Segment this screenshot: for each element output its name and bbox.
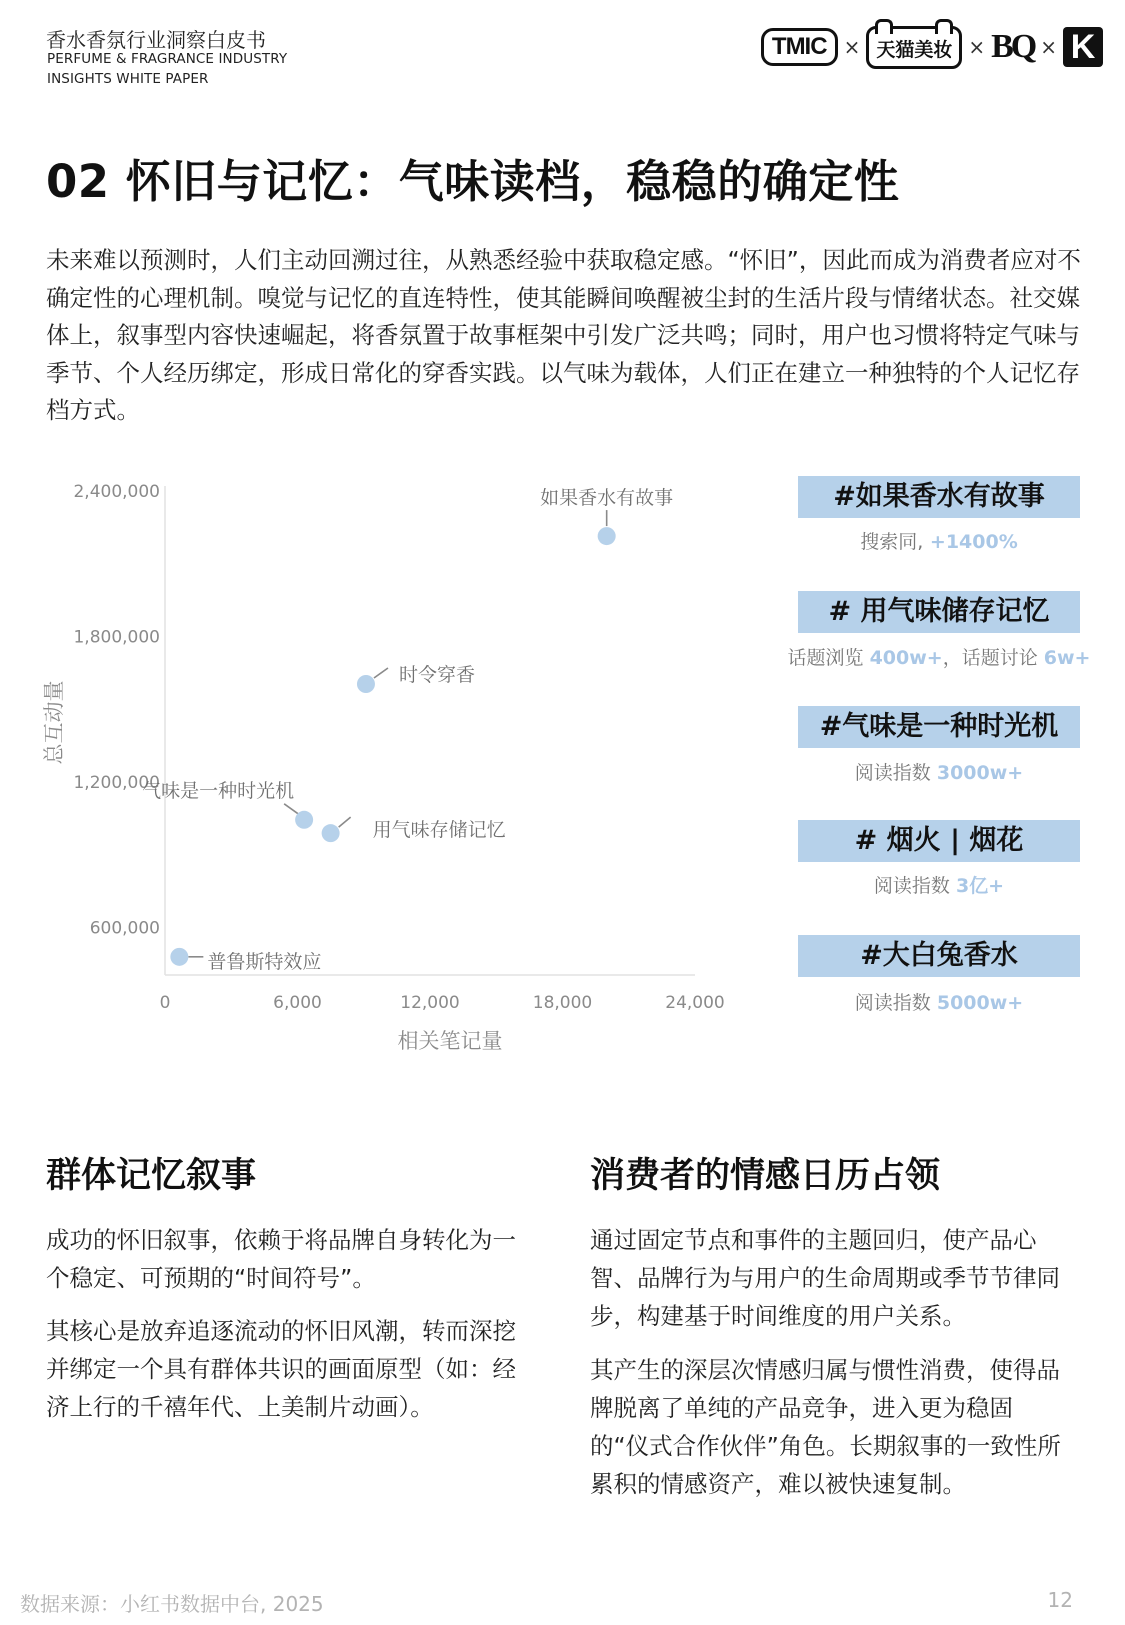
x-tick-label: 0 [159, 993, 171, 1013]
logo-separator: × [843, 35, 861, 59]
partner-logos [761, 22, 1103, 72]
hashtag-banner: # 烟火 | 烟花 [798, 820, 1080, 862]
scatter-point [598, 527, 616, 545]
logo-separator: × [968, 35, 986, 59]
stat-text: 阅读指数 [854, 762, 937, 784]
y-axis-title: 总互动量 [42, 680, 66, 765]
point-label: 普鲁斯特效应 [207, 950, 322, 973]
point-label: 用气味存储记忆 [372, 819, 506, 842]
stat-text: 话题浏览 [787, 647, 870, 669]
point-label: 如果香水有故事 [540, 487, 674, 510]
y-tick-label: 1,800,000 [73, 627, 160, 648]
scatter-point [170, 948, 188, 966]
y-tick-label: 2,400,000 [73, 482, 160, 502]
point-label: 气味是一种时光机 [142, 779, 295, 802]
section-right-p1: 通过固定节点和事件的主题回归，使产品心智、品牌行为与用户的生命周期或季节节律同步，构建基于时间维度的用户关系。 [590, 1226, 1060, 1330]
scatter-chart [30, 470, 760, 1070]
section-left-title: 群体记忆叙事 [46, 1156, 257, 1196]
intro-paragraph: 未来难以预测时，人们主动回溯过往，从熟悉经验中获取稳定感。“怀旧”，因此而成为消费者应对不确定性的心理机制。嗅觉与记忆的直连特性，使其能瞬间唤醒被尘封的生活片段与情绪状态。社交媒体上，叙事型内容快速崛起，将香氛置于故事框架中引发广泛共鸣；同时，用户也习惯将特定气味与季节、个人经历绑定，形成日常化的穿香实践。以气味为载体，人们正在建立一种独特的个人记忆存档方式。 [46, 246, 1081, 424]
stat-highlight-value: 3亿+ [955, 875, 1005, 897]
hashtag-banner: #气味是一种时光机 [798, 706, 1080, 748]
section-left-p2: 其核心是放弃追逐流动的怀旧风潮，转而深挖并绑定一个具有群体共识的画面原型（如：经济上行的千禧年代、上美制片动画）。 [46, 1317, 516, 1421]
stat-text: 搜索同, [860, 531, 924, 553]
hashtag-stat [770, 871, 1108, 898]
scatter-point [322, 824, 340, 842]
stat-highlight-value: 400w+ [869, 647, 943, 669]
stat-text: ，话题讨论 [942, 647, 1044, 669]
report-title-cn: 香水香氛行业洞察白皮书 [46, 28, 266, 52]
section-right-p2: 其产生的深层次情感归属与惯性消费，使得品牌脱离了单纯的产品竞争，进入更为稳固的“仪式合作伙伴”角色。长期叙事的一致性所累积的情感资产，难以被快速复制。 [590, 1356, 1061, 1498]
logo-separator: × [1040, 35, 1057, 59]
hashtag-stat [770, 758, 1108, 785]
bq-logo: BQ [991, 28, 1035, 65]
stat-highlight-value: +1400% [923, 531, 1018, 553]
hashtag-stat [770, 988, 1108, 1015]
x-axis-title: 相关笔记量 [397, 1029, 503, 1053]
x-tick-label: 24,000 [665, 993, 725, 1013]
tmall-beauty-logo: 天猫美妆 [866, 26, 962, 69]
x-tick-label: 18,000 [532, 993, 593, 1013]
hashtag-banner: #大白兔香水 [798, 935, 1080, 977]
data-source-note: 数据来源：小红书数据中台, 2025 [20, 1592, 324, 1616]
section-right-title: 消费者的情感日历占领 [590, 1156, 941, 1196]
point-label: 时令穿香 [398, 664, 475, 686]
scatter-point [295, 811, 313, 829]
stat-text: 阅读指数 [873, 875, 956, 897]
x-tick-label: 6,000 [273, 993, 322, 1013]
x-tick-label: 12,000 [400, 993, 460, 1013]
tmic-logo: TMIC [761, 28, 838, 66]
section-left-p1: 成功的怀旧叙事，依赖于将品牌自身转化为一个稳定、可预期的“时间符号”。 [46, 1226, 516, 1292]
scatter-point [357, 675, 375, 693]
hashtag-banner: #如果香水有故事 [798, 476, 1080, 518]
report-title-en-line2: INSIGHTS WHITE PAPER [47, 71, 209, 87]
stat-highlight-value: 6w+ [1043, 647, 1091, 669]
stat-highlight-value: 5000w+ [936, 992, 1024, 1014]
leader-line [374, 668, 388, 678]
hashtag-banner: # 用气味储存记忆 [798, 591, 1080, 633]
report-title-en-line1: PERFUME & FRAGRANCE INDUSTRY [47, 51, 288, 67]
y-tick-label: 600,000 [89, 918, 160, 939]
y-tick-label: 1,200,000 [73, 773, 160, 793]
page-title: 02 怀旧与记忆：气味读档，稳稳的确定性 [46, 155, 900, 208]
hashtag-stat [770, 643, 1108, 670]
leader-line [284, 804, 298, 814]
leader-line [339, 817, 351, 827]
stat-highlight-value: 3000w+ [936, 762, 1024, 784]
page-number: 12 [1047, 1588, 1073, 1612]
hashtag-stat [770, 527, 1108, 554]
stat-text: 阅读指数 [854, 992, 937, 1014]
k-logo: K [1063, 27, 1103, 67]
